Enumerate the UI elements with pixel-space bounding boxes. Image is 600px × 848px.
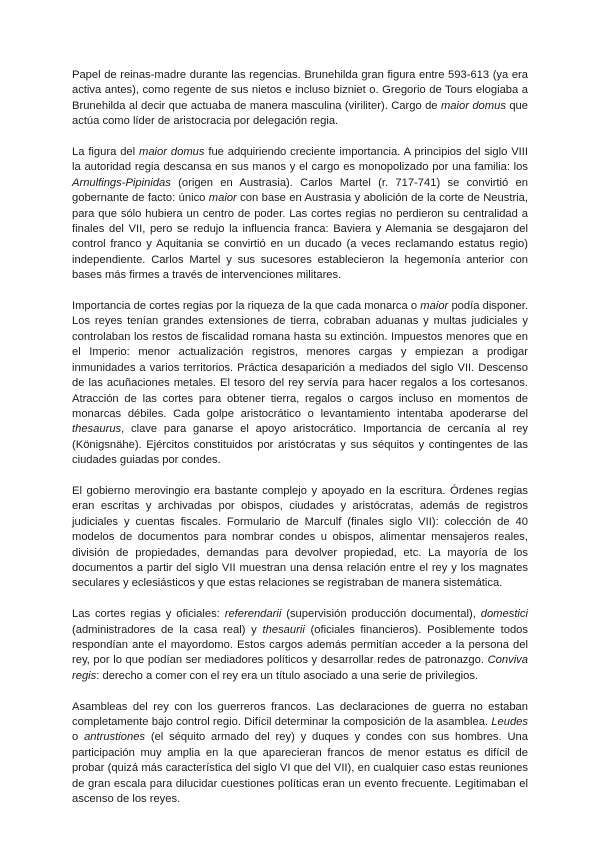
italic-term: referendarii [224,608,282,621]
text-segment: : derecho a comer con el rey era un título asociado a una serie de privilegios. [96,669,479,682]
italic-term: Arnulfings-Pipinidas [72,176,171,189]
italic-term: thesaurii [262,623,305,636]
text-segment: fue adquiriendo creciente importancia. A principios del siglo VIII la autoridad regia descansa en sus manos y el cargo es monopolizado por una familia: los [72,146,528,174]
text-segment: El gobierno merovingio era bastante complejo y apoyado en la escritura. Órdenes regias eran escritas y archivadas por obispos, ciudades y aristócratas, además de registros judiciales y cuentas fiscales. Formulario de Marculf (finales siglo VII): colección de 40 modelos de documentos para nombrar condes u obispos, alimentar mensajeros reales, división de propiedades, demandas para devolver propiedad, etc. La mayoría de los documentos a partir del siglo VII muestran una densa relación entre el rey y los magnates seculares y eclesiásticos y que estas relaciones se registraban de manera sistemática. [72,484,528,590]
italic-term: antrustiones [84,731,146,744]
text-segment: (oficiales financieros). Posiblemente todos respondían ante el mayordomo. Estos cargos además permitían acceder a la persona del rey, por lo que podían ser mediadores políticos y desarrollar redes de patronazgo. [72,623,528,667]
italic-term: thesaurus [72,423,122,436]
italic-term: Conviva regis [72,654,528,682]
paragraph-4 [72,484,528,592]
document-page [72,68,528,823]
text-segment: , clave para ganarse el apoyo aristocrático. Importancia de cercanía al rey (Königsnähe). Ejércitos constituidos por aristócratas y sus séquitos y contingentes de las ciudades guiadas por condes. [72,423,528,467]
text-segment: (origen en Austrasia). Carlos Martel (r. 717-741) se convirtió en gobernante de facto: único [72,176,528,205]
text-segment: Las cortes regias y oficiales: [72,608,225,621]
text-segment: (supervisión producción documental), [281,608,481,621]
italic-term: domestici [480,608,528,621]
italic-term: maior [208,192,237,205]
text-segment: (el séquito armado del rey) y duques y condes con sus hombres. Una participación muy amplia en la que aparecieran francos de menor estatus es difícil de probar (quizá más característica del siglo VI que del VII), en cualquier caso estas reuniones de gran escala para dilucidar cuestiones políticas eran un evento frecuente. Legitimaban el ascenso de los reyes. [72,731,528,806]
paragraph-3 [72,299,528,468]
text-segment: con base en Austrasia y abolición de la corte de Neustria, para que sólo hubiera un centro de poder. Las cortes regias no perdieron su centralidad a finales del VII, pero se redujo la influencia franca: Baviera y Alemania se desgajaron del control franco y Aquitania se convirtió en un ducado (a veces reclamando estatus regio) independiente. Carlos Martel y sus sucesores establecieron la hegemonía anterior con bases más firmes a través de intervenciones militares. [72,192,528,282]
text-segment: o [72,731,85,744]
paragraph-6 [72,700,528,808]
paragraph-2 [72,145,528,284]
text-segment: Importancia de cortes regias por la riqueza de la que cada monarca o [72,300,421,313]
text-segment: podía disponer. Los reyes tenían grandes extensiones de tierra, cobraban aduanas y multas judiciales y controlaban los restos de fiscalidad romana hasta su extinción. Impuestos menores que en el Imperio: menor actualización registros, menores cargas y empiezan a prodigar inmunidades a varios territorios. Práctica desaparición a mediados del siglo VII. Descenso de las acuñaciones metales. El tesoro del rey servía para hacer regalos a los cortesanos. Atracción de las cortes para obtener tierra, regalos o cargos incluso en momentos de monarcas débiles. Cada golpe aristocrático o levantamiento intentaba apoderarse del [72,300,528,420]
text-segment: La figura del [72,146,140,159]
italic-term: maior domus [139,146,205,159]
italic-term: Leudes [491,715,528,728]
paragraph-5 [72,607,528,684]
text-segment: Asambleas del rey con los guerreros francos. Las declaraciones de guerra no estaban completamente bajo control regio. Difícil determinar la composición de la asamblea. [72,700,528,728]
text-segment: Papel de reinas-madre durante las regencias. Brunehilda gran figura entre 593-613 (ya era activa antes), como regente de sus nietos e incluso bizniet o. Gregorio de Tours elogiaba a Brunehilda al decir que actuaba de manera masculina (viriliter). Cargo de [72,69,528,112]
paragraph-1 [72,68,528,130]
text-segment: que actúa como líder de aristocracia por delegación regia. [72,99,528,128]
italic-term: maior domus [440,99,506,112]
italic-term: maior [420,300,449,313]
text-segment: (administradores de la casa real) y [72,623,263,636]
